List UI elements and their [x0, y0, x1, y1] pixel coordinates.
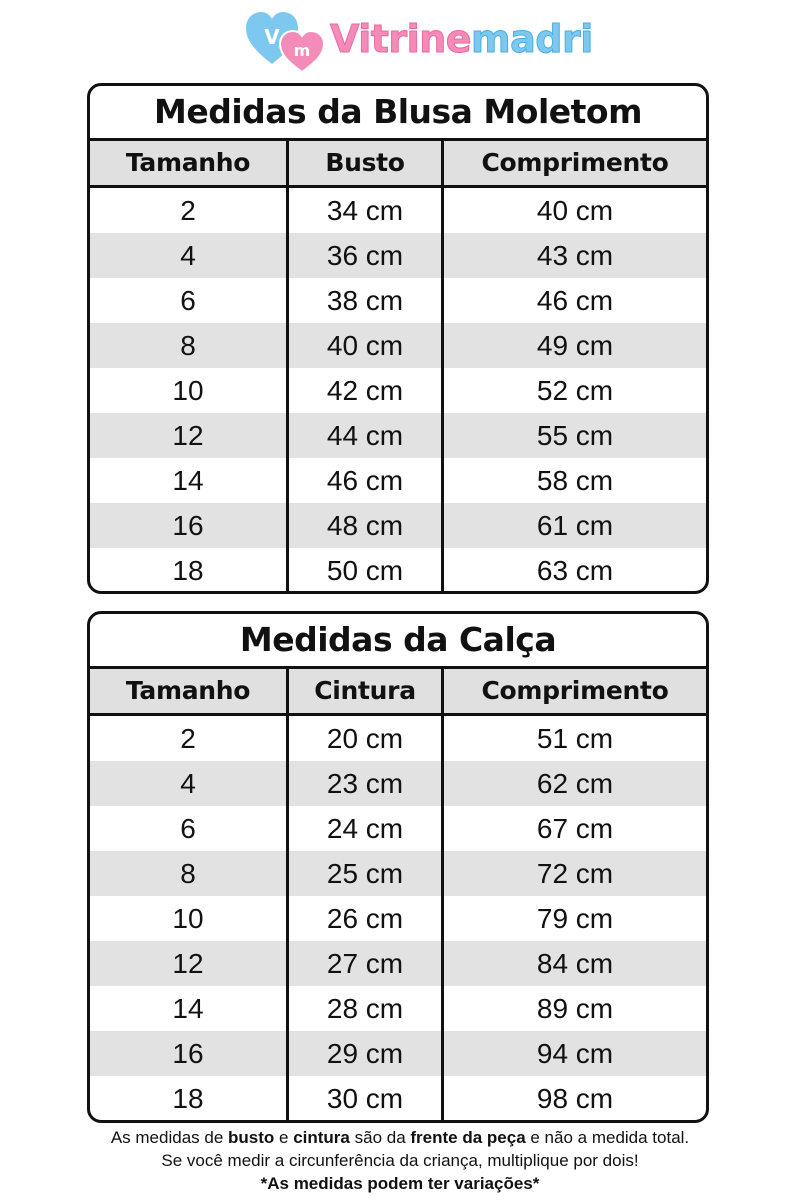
- table-cell: 16: [90, 1031, 289, 1076]
- table-cell: 94 cm: [536, 1038, 614, 1069]
- table-cell: 62 cm: [536, 768, 614, 799]
- note-text: e: [274, 1128, 294, 1147]
- table-cell: 34 cm: [289, 188, 444, 233]
- table-row: [90, 941, 706, 986]
- table-cell: 25 cm: [289, 851, 444, 896]
- table-cell: 42 cm: [289, 368, 444, 413]
- monogram-m: m: [293, 41, 311, 60]
- table-cell: 12: [90, 413, 289, 458]
- table-row: [90, 278, 706, 323]
- table-cell: 58 cm: [536, 465, 614, 496]
- table-cell: 6: [90, 806, 289, 851]
- table-row: [90, 851, 706, 896]
- calca-header-row: [90, 669, 706, 716]
- table-cell: 98 cm: [536, 1083, 614, 1114]
- note-text: As medidas de: [110, 1128, 229, 1147]
- table-cell: 55 cm: [536, 420, 614, 451]
- table-row: [90, 896, 706, 941]
- table-row: [90, 368, 706, 413]
- table-row: [90, 716, 706, 761]
- table-cell: 18: [90, 1076, 289, 1121]
- table-cell: 67 cm: [536, 813, 614, 844]
- table-cell: 10: [90, 368, 289, 413]
- note-line-3: [0, 1172, 800, 1195]
- table-cell: 2: [90, 716, 289, 761]
- table-row: [90, 1031, 706, 1076]
- table-cell: 12: [90, 941, 289, 986]
- table-cell: 48 cm: [289, 503, 444, 548]
- brand-name-part1: Vitrine: [330, 17, 472, 61]
- table-cell: 61 cm: [536, 510, 614, 541]
- table-cell: 46 cm: [289, 458, 444, 503]
- header-comprimento: Comprimento: [481, 148, 669, 177]
- blusa-size-table: [87, 83, 709, 594]
- table-cell: 8: [90, 323, 289, 368]
- table-cell: 27 cm: [289, 941, 444, 986]
- table-cell: 24 cm: [289, 806, 444, 851]
- table-cell: 4: [90, 761, 289, 806]
- table-row: [90, 1076, 706, 1121]
- table-cell: 2: [90, 188, 289, 233]
- header-tamanho: Tamanho: [90, 669, 289, 713]
- note-line-2: Se você medir a circunferência da criança, multiplique por dois!: [161, 1151, 639, 1170]
- header-tamanho: Tamanho: [90, 141, 289, 185]
- table-cell: 20 cm: [289, 716, 444, 761]
- table-cell: 8: [90, 851, 289, 896]
- table-cell: 18: [90, 548, 289, 593]
- table-row: [90, 233, 706, 278]
- table-cell: 49 cm: [536, 330, 614, 361]
- table-cell: 36 cm: [289, 233, 444, 278]
- table-cell: 89 cm: [536, 993, 614, 1024]
- note-emphasis: frente da peça: [410, 1128, 526, 1147]
- table-cell: 38 cm: [289, 278, 444, 323]
- table-cell: 44 cm: [289, 413, 444, 458]
- table-cell: 63 cm: [536, 555, 614, 586]
- table-row: [90, 806, 706, 851]
- brand-wordmark: [330, 14, 593, 64]
- table-cell: 52 cm: [536, 375, 614, 406]
- blusa-header-row: [90, 141, 706, 188]
- header-comprimento: Comprimento: [481, 676, 669, 705]
- table-cell: 4: [90, 233, 289, 278]
- monogram-v: V: [264, 25, 280, 49]
- table-cell: 10: [90, 896, 289, 941]
- table-row: [90, 458, 706, 503]
- table-cell: 6: [90, 278, 289, 323]
- table-cell: 29 cm: [289, 1031, 444, 1076]
- table-cell: 79 cm: [536, 903, 614, 934]
- header-cintura: Cintura: [289, 669, 444, 713]
- note-emphasis: busto: [228, 1128, 275, 1147]
- table-row: [90, 761, 706, 806]
- table-cell: 84 cm: [536, 948, 614, 979]
- table-cell: 28 cm: [289, 986, 444, 1031]
- brand-name-part2: madri: [471, 17, 593, 61]
- table-cell: 51 cm: [536, 723, 614, 754]
- note-text: e não a medida total.: [525, 1128, 690, 1147]
- table-row: [90, 548, 706, 593]
- table-cell: 14: [90, 986, 289, 1031]
- table-cell: 50 cm: [289, 548, 444, 593]
- table-cell: 26 cm: [289, 896, 444, 941]
- table-row: [90, 413, 706, 458]
- table-cell: 40 cm: [289, 323, 444, 368]
- table-cell: 14: [90, 458, 289, 503]
- calca-rows: [90, 716, 706, 1121]
- blusa-rows: [90, 188, 706, 593]
- table-row: [90, 986, 706, 1031]
- note-emphasis: cintura: [293, 1128, 350, 1147]
- brand-logo: [244, 8, 593, 74]
- footnotes: [0, 1126, 800, 1195]
- table-cell: 30 cm: [289, 1076, 444, 1121]
- table-cell: 40 cm: [536, 195, 614, 226]
- table-row: [90, 503, 706, 548]
- calca-size-table: [87, 611, 709, 1123]
- calca-table-title: Medidas da Calça: [90, 614, 706, 669]
- note-text: são da: [349, 1128, 411, 1147]
- note-disclaimer: *As medidas podem ter variações*: [260, 1174, 540, 1193]
- heart-logo-icon: [244, 8, 334, 74]
- table-row: [90, 188, 706, 233]
- table-row: [90, 323, 706, 368]
- table-cell: 43 cm: [536, 240, 614, 271]
- blusa-table-title: Medidas da Blusa Moletom: [90, 86, 706, 141]
- note-line-1: [0, 1126, 800, 1149]
- table-cell: 46 cm: [536, 285, 614, 316]
- header-busto: Busto: [289, 141, 444, 185]
- table-cell: 23 cm: [289, 761, 444, 806]
- table-cell: 16: [90, 503, 289, 548]
- table-cell: 72 cm: [536, 858, 614, 889]
